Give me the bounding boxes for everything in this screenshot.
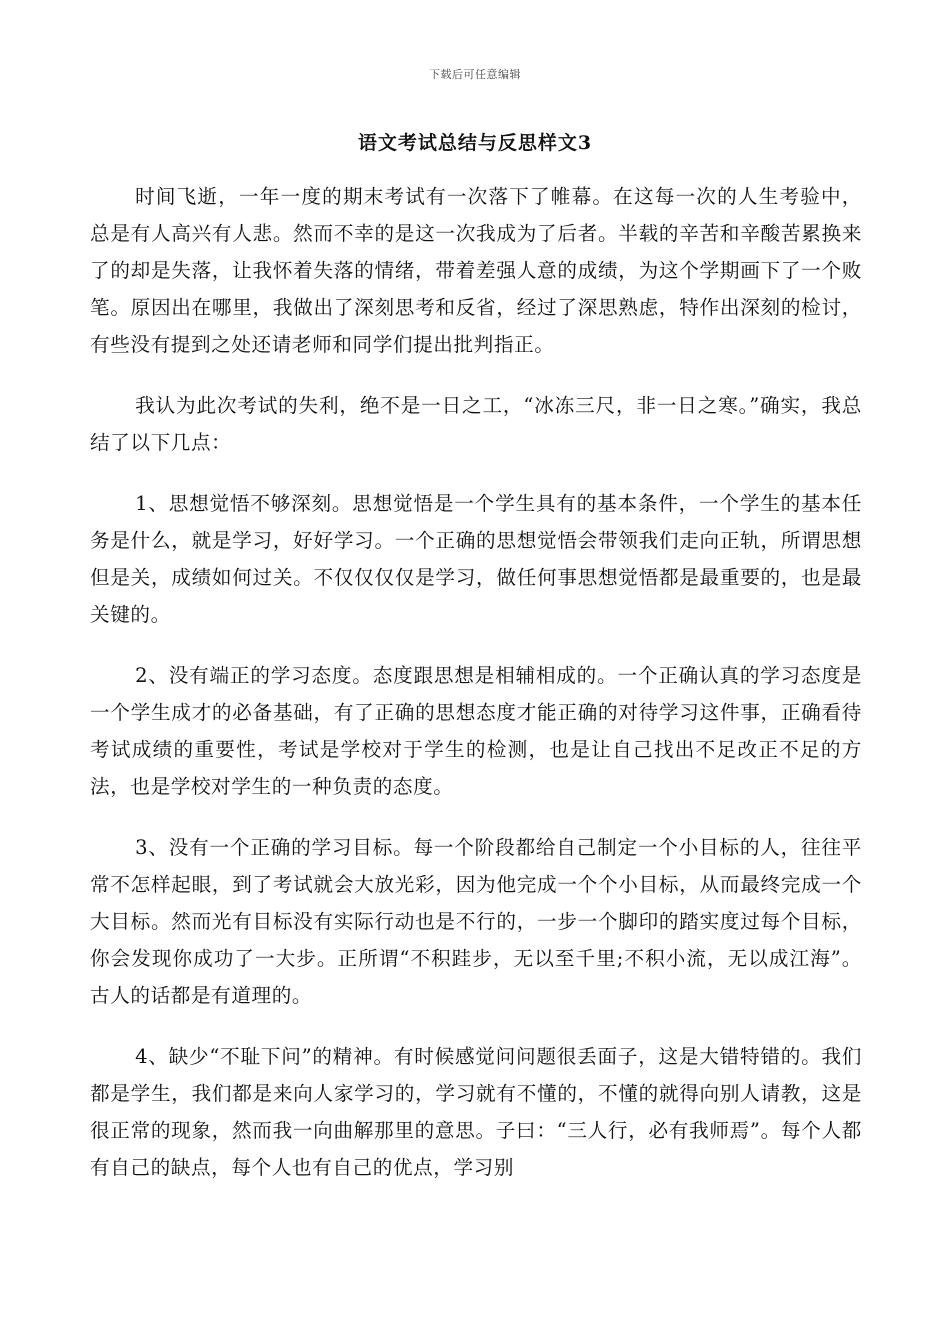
document-body xyxy=(90,178,862,1210)
paragraph-point-2: 2、没有端正的学习态度。态度跟思想是相辅相成的。一个正确认真的学习态度是一个学生成才的必备基础，有了正确的思想态度才能正确的对待学习这件事，正确看待考试成绩的重要性，考试是学校对于学生的检测，也是让自己找出不足改正不足的方法，也是学校对学生的一种负责的态度。 xyxy=(90,664,862,798)
paragraph-point-4: 4、缺少“不耻下问”的精神。有时候感觉问问题很丢面子，这是大错特错的。我们都是学生，我们都是来向人家学习的，学习就有不懂的，不懂的就得向别人请教，这是很正常的现象，然而我一向曲解那里的意思。子曰：“三人行，必有我师焉”。每个人都有自己的缺点，每个人也有自己的优点，学习别 xyxy=(90,1045,862,1179)
paragraph-intro: 时间飞逝，一年一度的期末考试有一次落下了帷幕。在这每一次的人生考验中，总是有人高兴有人悲。然而不幸的是这一次我成为了后者。半载的辛苦和辛酸苦累换来了的却是失落，让我怀着失落的情绪，带着差强人意的成绩，为这个学期画下了一个败笔。原因出在哪里，我做出了深刻思考和反省，经过了深思熟虑，特作出深刻的检讨，有些没有提到之处还请老师和同学们提出批判指正。 xyxy=(90,185,862,356)
document-title: 语文考试总结与反思样文3 xyxy=(357,132,593,154)
header-note: 下载后可任意编辑 xyxy=(429,68,521,81)
paragraph-point-3: 3、没有一个正确的学习目标。每一个阶段都给自己制定一个小目标的人，往往平常不怎样起眼，到了考试就会大放光彩，因为他完成一个个小目标，从而最终完成一个大目标。然而光有目标没有实际行动也是不行的，一步一个脚印的踏实度过每个目标，你会发现你成功了一大步。正所谓“不积跬步，无以至千里;不积小流，无以成江海”。古人的话都是有道理的。 xyxy=(90,836,862,1007)
paragraph-point-1: 1、思想觉悟不够深刻。思想觉悟是一个学生具有的基本条件，一个学生的基本任务是什么，就是学习，好好学习。一个正确的思想觉悟会带领我们走向正轨，所谓思想但是关，成绩如何过关。不仅仅仅仅是学习，做任何事思想觉悟都是最重要的，也是最关键的。 xyxy=(90,492,862,626)
paragraph-summary: 我认为此次考试的失利，绝不是一日之工，“冰冻三尺，非一日之寒。”确实，我总结了以下几点： xyxy=(90,394,862,454)
